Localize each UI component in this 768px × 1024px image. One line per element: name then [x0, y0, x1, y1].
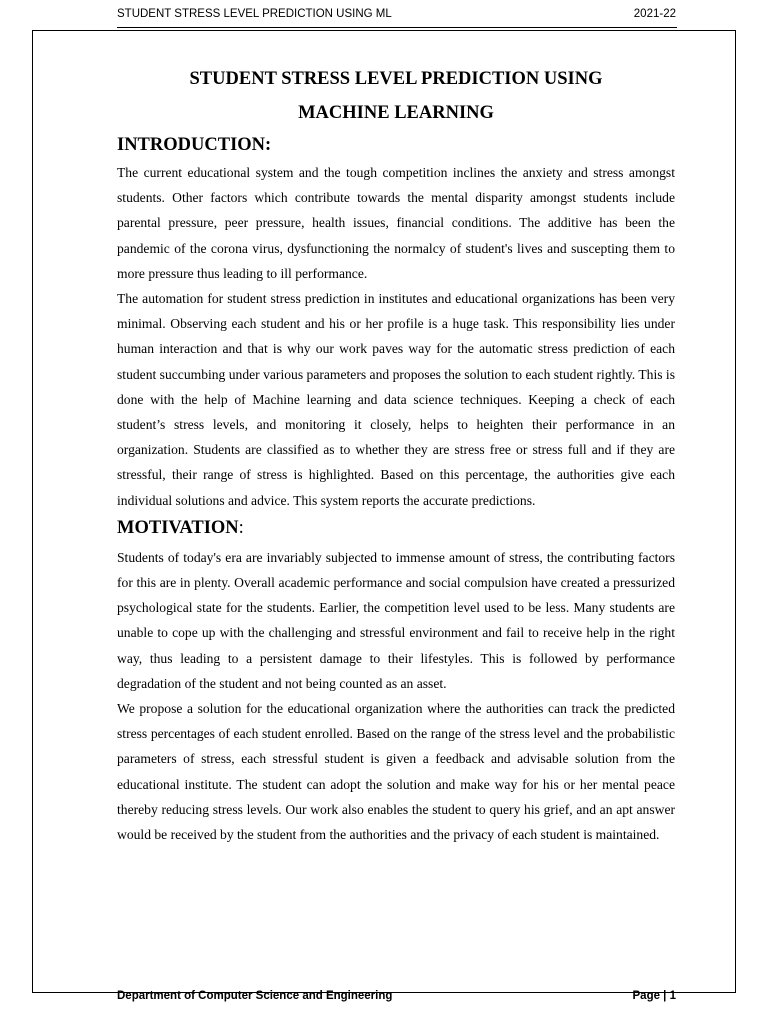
introduction-heading: INTRODUCTION: — [117, 135, 272, 155]
page-footer — [117, 990, 676, 1002]
introduction-paragraph-2: The automation for student stress prediction in institutes and educational organizations has been very minimal. Observing each student and his or her profile is a huge task. This responsibility lies under human interaction and that is why our work paves way for the automatic stress prediction of each student succumbing under various parameters and proposes the solution to each student rightly. This is done with the help of Machine learning and data science techniques. Keeping a check of each student’s stress levels, and monitoring it closely, helps to heighten their performance in an organization. Students are classified as to whether they are stress free or stress full and if they are stressful, their range of stress is highlighted. Based on this percentage, the authorities give each individual solutions and advice. This system reports the accurate predictions. — [117, 291, 675, 508]
header-title: STUDENT STRESS LEVEL PREDICTION USING ML — [117, 8, 392, 20]
footer-page-number: Page | 1 — [632, 990, 676, 1002]
document-title-line-2: MACHINE LEARNING — [298, 103, 494, 123]
footer-department: Department of Computer Science and Engineering — [117, 990, 393, 1002]
header-rule — [117, 27, 677, 28]
introduction-paragraph-1: The current educational system and the tough competition inclines the anxiety and stress amongst students. Other factors which contribute towards the mental disparity amongst students include parental pressure, peer pressure, health issues, financial conditions. The additive has been the pandemic of the corona virus, dysfunctioning the normalcy of student's lives and suscepting them to more pressure thus leading to ill performance. — [117, 165, 675, 281]
motivation-heading-text: MOTIVATION — [117, 517, 239, 538]
page-header — [117, 8, 676, 20]
motivation-heading — [117, 515, 675, 541]
page-content — [117, 62, 675, 847]
motivation-paragraph-1: Students of today's era are invariably subjected to immense amount of stress, the contributing factors for this are in plenty. Overall academic performance and social compulsion have created a pressurized psychological state for the students. Earlier, the competition level used to be less. Many students are unable to cope up with the challenging and stressful environment and fail to receive help in the right way, thus leading to a persistent damage to their lifestyles. This is followed by performance degradation of the student and not being counted as an asset. — [117, 549, 675, 691]
header-year: 2021-22 — [633, 8, 676, 20]
motivation-heading-colon: : — [238, 517, 244, 538]
document-title-line-1: STUDENT STRESS LEVEL PREDICTION USING — [189, 69, 603, 89]
motivation-paragraph-2: We propose a solution for the educational organization where the authorities can track the predicted stress percentages of each student enrolled. Based on the range of the stress level and the probabilistic parameters of stress, each stressful student is given a feedback and advisable solution from the educational institute. The student can adopt the solution and make way for his or her mental peace thereby reducing stress levels. Our work also enables the student to query his grief, and an apt answer would be received by the student from the authorities and the privacy of each student is maintained. — [117, 701, 675, 843]
